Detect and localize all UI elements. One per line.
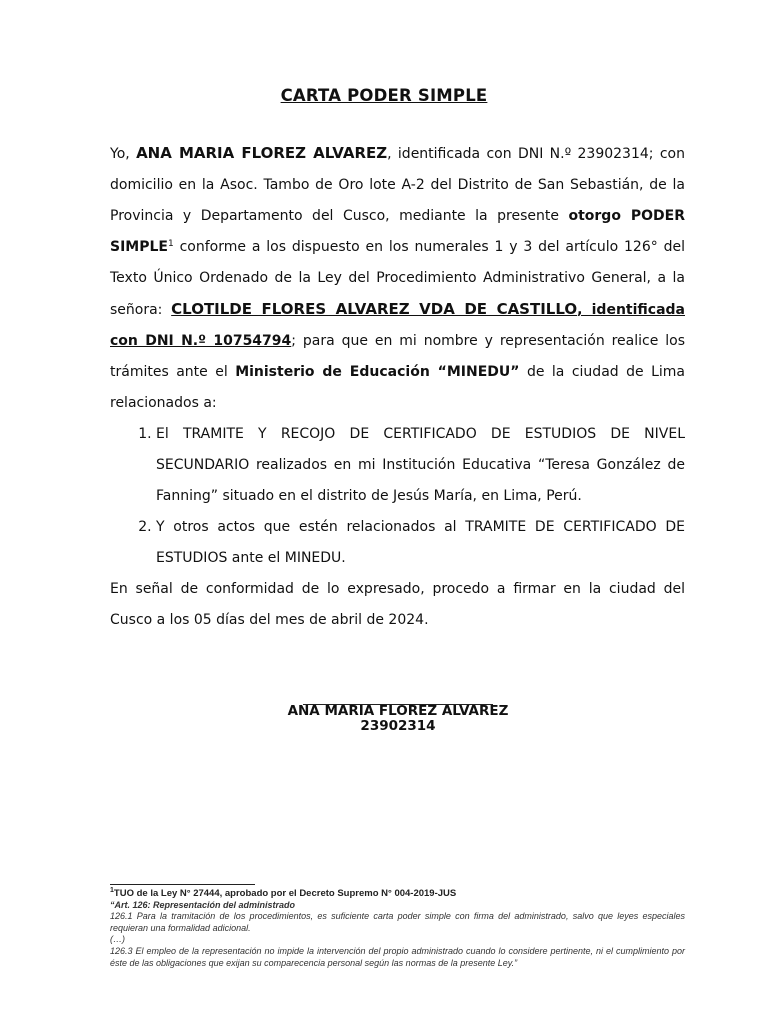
footnote-paragraph-2: 126.3 El empleo de la representación no impide la intervención del propio administrado cuando lo considere pertinente, ni el cumplimiento por éste de las obligaciones que exijan su comparecencia personal según las normas de la presente Ley.” — [110, 945, 685, 968]
closing-paragraph: En señal de conformidad de lo expresado, procedo a firmar en la ciudad del Cusco a los 05 días del mes de abril de 2024. — [110, 581, 685, 628]
footnote-article: “Art. 126: Representación del administrado — [110, 899, 296, 910]
attorney-dni: , identificada con DNI N.º 10754794 — [110, 302, 685, 349]
list-item: 1. El TRAMITE Y RECOJO DE CERTIFICADO DE ESTUDIOS DE NIVEL SECUNDARIO realizados en mi Institución Educativa “Teresa González de Fanning” situado en el distrito de Jesús María, en Lima, Perú. — [156, 419, 685, 512]
grant-phrase: otorgo PODER SIMPLE — [110, 208, 685, 255]
grantor-name: ANA MARIA FLOREZ ALVAREZ — [136, 144, 388, 162]
footnote-paragraph-1: 126.1 Para la tramitación de los procedimientos, es suficiente carta poder simple con firma del administrado, salvo que leyes especiales requieran una formalidad adicional. — [110, 911, 685, 933]
signer-dni: 23902314 — [360, 718, 436, 734]
list-item: 2. Y otros actos que estén relacionados al TRAMITE DE CERTIFICADO DE ESTUDIOS ante el MINEDU. — [156, 512, 685, 574]
footnote-title — [110, 888, 685, 900]
footnote-ellipsis: (…) — [110, 934, 125, 945]
footnote-reference: 1 — [167, 239, 174, 249]
representation-text: ; para que en mi nombre y representación realice los trámites ante el — [110, 333, 685, 380]
grantor-details: , identificada con DNI N.º 23902314; con domicilio en la Asoc. Tambo de Oro lote A-2 del Distrito de San Sebastián, de la Provincia y Departamento del Cusco, mediante la presente — [110, 146, 685, 224]
legal-basis-text: conforme a los dispuesto en los numerales 1 y 3 del artículo 126° del Texto Único Ordenado de la Ley del Procedimiento Administrativo General, a la señora: — [110, 239, 685, 318]
document-title: CARTA PODER SIMPLE — [280, 86, 488, 105]
document-body — [110, 138, 685, 636]
signer-name: ANA MARIA FLOREZ ALVAREZ — [287, 703, 509, 719]
ministry-name: Ministerio de Educación “MINEDU” — [235, 364, 520, 380]
signature-block — [0, 704, 768, 734]
procedures-list — [110, 419, 685, 574]
footnote-separator — [110, 884, 255, 885]
paragraph-grant — [110, 138, 685, 419]
intro-yo: Yo, — [110, 146, 137, 162]
footnote — [110, 888, 685, 969]
footnote-mark: 1 — [110, 887, 114, 894]
attorney-name: CLOTILDE FLORES ALVAREZ VDA DE CASTILLO — [171, 300, 578, 318]
footnote-title-text: TUO de la Ley N° 27444, aprobado por el Decreto Supremo N° 004-2019-JUS — [113, 888, 457, 899]
paragraph-end: de la ciudad de Lima relacionados a: — [110, 364, 685, 411]
